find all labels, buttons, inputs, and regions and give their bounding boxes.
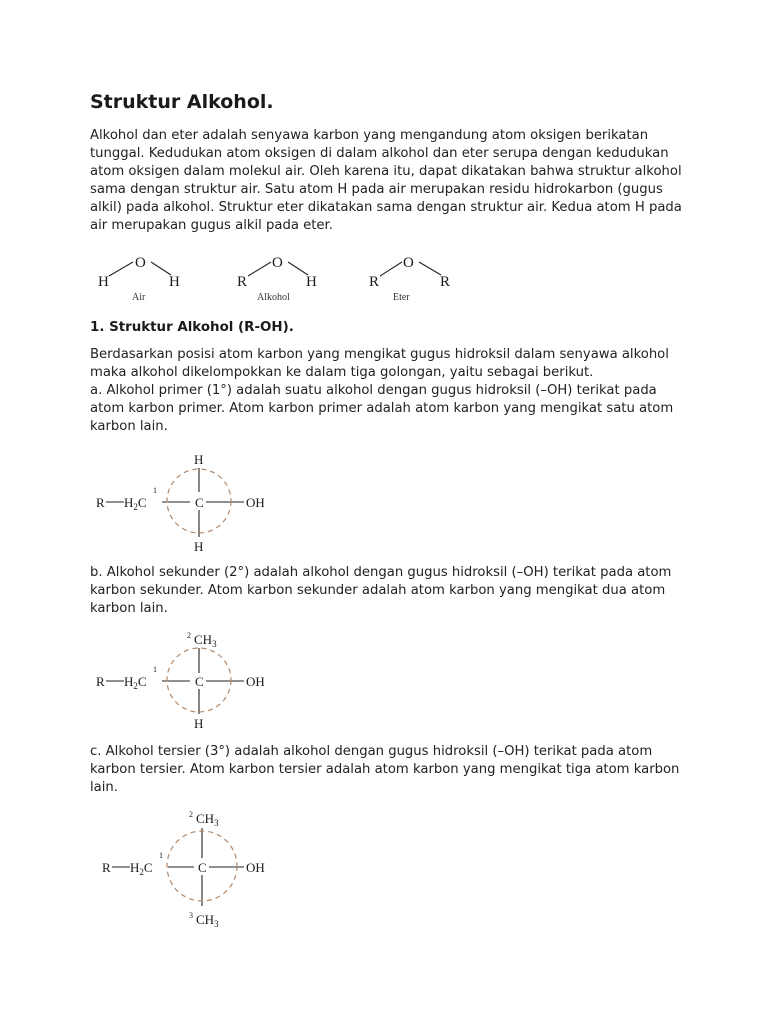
tertiary-r: R — [102, 860, 111, 875]
secondary-alcohol-text: b. Alkohol sekunder (2°) adalah alkohol dengan gugus hidroksil (–OH) terikat pada atom karbon sekunder. Atom karbon sekunder adalah atom karbon yang mengikat dua atom karbon lain. — [90, 565, 672, 617]
ether-right-atom: R — [440, 274, 451, 290]
secondary-carbon: C — [195, 674, 204, 689]
ether-label: Eter — [393, 292, 410, 303]
secondary-bottom-h: H — [194, 716, 204, 731]
tertiary-top-ch3: $CH_3$ — [196, 811, 219, 828]
primary-ch2: $H_2C$ — [124, 495, 147, 512]
secondary-top-label: 2 — [187, 631, 191, 640]
alcohol-right-atom: H — [306, 274, 317, 290]
secondary-oh: OH — [246, 674, 265, 689]
primary-alcohol-text: a. Alkohol primer (1°) adalah suatu alkohol dengan gugus hidroksil (–OH) terikat pada atom karbon primer. Atom karbon primer adalah atom karbon yang mengikat satu atom karbon lain. — [90, 383, 674, 435]
alcohol-oxygen-atom: O — [272, 255, 283, 271]
air-right-atom: H — [169, 274, 180, 290]
secondary-ch2: $H_2C$ — [124, 674, 147, 691]
primary-ch2-label: 1 — [153, 486, 157, 495]
tertiary-ch2: $H_2C$ — [130, 860, 153, 877]
ether-oxygen-atom: O — [403, 255, 414, 271]
alcohol-label: Alkohol — [257, 292, 290, 303]
classification-intro: Berdasarkan posisi atom karbon yang mengikat gugus hidroksil dalam senyawa alkohol maka alkohol dikelompokkan ke dalam tiga golongan, yaitu sebagai berikut. — [90, 347, 669, 381]
primary-r: R — [96, 495, 105, 510]
secondary-r: R — [96, 674, 105, 689]
intro-text: Alkohol dan eter adalah senyawa karbon yang mengandung atom oksigen berikatan tunggal. Kedudukan atom oksigen di dalam alkohol dan eter serupa dengan kedudukan atom oksigen dalam molekul air. Oleh karena itu, dapat dikatakan bahwa struktur alkohol sama dengan struktur air. Satu atom H pada air merupakan residu hidrokarbon (gugus alkil) pada alkohol. Struktur eter dikatakan sama dengan struktur air. Kedua atom H pada air merupakan gugus alkil pada eter. — [90, 128, 682, 234]
alcohol-left-atom: R — [237, 274, 248, 290]
section-heading: 1. Struktur Alkohol (R-OH). — [90, 320, 294, 335]
ether-left-atom: R — [369, 274, 380, 290]
tertiary-bottom-label: 3 — [189, 911, 193, 920]
air-oxygen-atom: O — [135, 255, 146, 271]
tertiary-oh: OH — [246, 860, 265, 875]
primary-oh: OH — [246, 495, 265, 510]
tertiary-top-label: 2 — [189, 810, 193, 819]
page-title: Struktur Alkohol. — [90, 91, 274, 113]
tertiary-bottom-ch3: $CH_3$ — [196, 912, 219, 929]
primary-bottom-h: H — [194, 539, 204, 554]
tertiary-alcohol-text: c. Alkohol tersier (3°) adalah alkohol dengan gugus hidroksil (–OH) terikat pada atom karbon tersier. Atom karbon tersier adalah atom karbon yang mengikat tiga atom karbon lain. — [90, 744, 680, 796]
tertiary-carbon: C — [198, 860, 207, 875]
secondary-ch2-label: 1 — [153, 665, 157, 674]
primary-carbon: C — [195, 495, 204, 510]
air-left-atom: H — [98, 274, 109, 290]
air-label: Air — [132, 292, 146, 303]
primary-top-h: H — [194, 452, 204, 467]
secondary-top-ch3: $CH_3$ — [194, 632, 217, 649]
tertiary-ch2-label: 1 — [159, 851, 163, 860]
